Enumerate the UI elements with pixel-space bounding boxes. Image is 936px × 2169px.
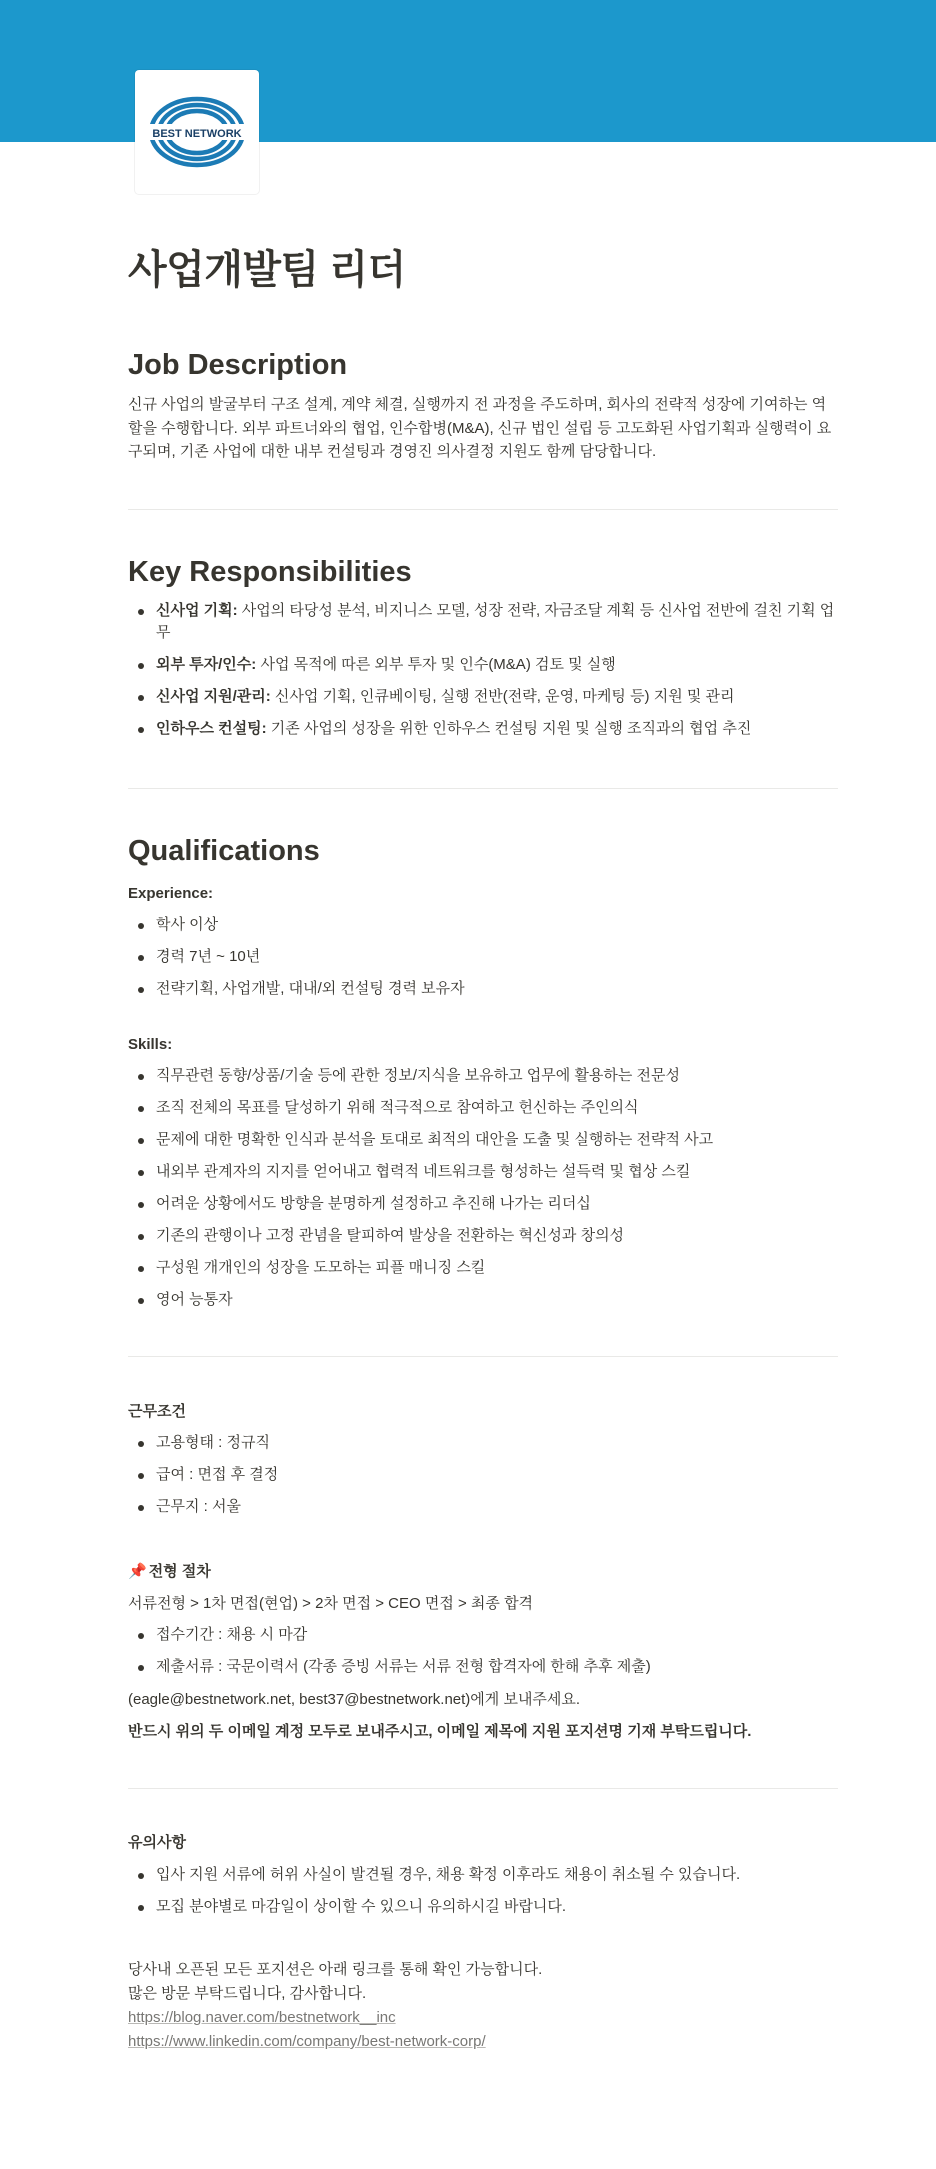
process-heading: 📌 전형 절차 (128, 1561, 211, 1583)
divider (128, 788, 838, 789)
pin-icon: 📌 (128, 1563, 147, 1580)
email-note: (eagle@bestnetwork.net, best37@bestnetwork.net)에게 보내주세요. (128, 1691, 581, 1708)
list-item: 근무지 : 서울 (128, 1496, 840, 1518)
job-description-body: 신규 사업의 발굴부터 구조 설계, 계약 체결, 실행까지 전 과정을 주도하며, 회사의 전략적 성장에 기여하는 역할을 수행합니다. 외부 파트너와의 협업, 인수합병(M&A), 신규 법인 설립 등 고도화된 사업기획과 실행력이 요구되며, 기존 사업에 대한 내부 컨설팅과 경영진 의사결정 지원도 함께 담당합니다. (128, 396, 832, 460)
list-item: 경력 7년 ~ 10년 (128, 946, 840, 968)
email-bold-note: 반드시 위의 두 이메일 계정 모두로 보내주시고, 이메일 제목에 지원 포지션명 기재 부탁드립니다. (128, 1723, 752, 1740)
conditions-heading: 근무조건 (128, 1403, 186, 1420)
job-description-heading: Job Description (128, 349, 348, 381)
list-item: 직무관련 동향/상품/기술 등에 관한 정보/지식을 보유하고 업무에 활용하는 전문성 (128, 1065, 840, 1087)
conditions-list (128, 1432, 840, 1528)
footer-line-2: 많은 방문 부탁드립니다, 감사합니다. (128, 1985, 367, 2002)
list-item: 모집 분야별로 마감일이 상이할 수 있으니 유의하시길 바랍니다. (128, 1896, 840, 1918)
list-item: 전략기획, 사업개발, 대내/외 컨설팅 경력 보유자 (128, 978, 840, 1000)
naver-blog-link[interactable]: https://blog.naver.com/bestnetwork__inc (128, 2009, 396, 2026)
list-item: 조직 전체의 목표를 달성하기 위해 적극적으로 참여하고 헌신하는 주인의식 (128, 1097, 840, 1119)
notes-heading: 유의사항 (128, 1834, 186, 1851)
list-item: 신사업 지원/관리: 신사업 기획, 인큐베이팅, 실행 전반(전략, 운영, 마케팅 등) 지원 및 관리 (128, 686, 840, 708)
divider (128, 509, 838, 510)
divider (128, 1788, 838, 1789)
skills-label: Skills: (128, 1036, 173, 1053)
list-item: 신사업 기획: 사업의 타당성 분석, 비지니스 모델, 성장 전략, 자금조달 계획 등 신사업 전반에 걸친 기획 업무 (128, 600, 840, 644)
list-item: 구성원 개개인의 성장을 도모하는 피플 매니징 스킬 (128, 1257, 840, 1279)
logo-text: BEST NETWORK (152, 128, 242, 140)
skills-list (128, 1065, 840, 1321)
key-responsibilities-heading: Key Responsibilities (128, 556, 412, 588)
qualifications-heading: Qualifications (128, 835, 320, 867)
list-item: 내외부 관계자의 지지를 얻어내고 협력적 네트워크를 형성하는 설득력 및 협상 스킬 (128, 1161, 840, 1183)
list-item: 어려운 상황에서도 방향을 분명하게 설정하고 추진해 나가는 리더십 (128, 1193, 840, 1215)
list-item: 제출서류 : 국문이력서 (각종 증빙 서류는 서류 전형 합격자에 한해 추후 제출) (128, 1656, 840, 1678)
list-item: 문제에 대한 명확한 인식과 분석을 토대로 최적의 대안을 도출 및 실행하는 전략적 사고 (128, 1129, 840, 1151)
page-logo (135, 70, 259, 194)
page-title: 사업개발팀 리더 (128, 248, 406, 292)
list-item: 기존의 관행이나 고정 관념을 탈피하여 발상을 전환하는 혁신성과 창의성 (128, 1225, 840, 1247)
list-item: 인하우스 컨설팅: 기존 사업의 성장을 위한 인하우스 컨설팅 지원 및 실행 조직과의 협업 추진 (128, 718, 840, 740)
footer-line-1: 당사내 오픈된 모든 포지션은 아래 링크를 통해 확인 가능합니다. (128, 1961, 543, 1978)
divider (128, 1356, 838, 1357)
experience-list (128, 914, 840, 1010)
list-item: 급여 : 면접 후 결정 (128, 1464, 840, 1486)
responsibilities-list (128, 600, 840, 750)
list-item: 접수기간 : 채용 시 마감 (128, 1624, 840, 1646)
list-item: 영어 능통자 (128, 1289, 840, 1311)
best-network-logo-icon (135, 70, 259, 194)
experience-label: Experience: (128, 885, 214, 902)
list-item: 고용형태 : 정규직 (128, 1432, 840, 1454)
list-item: 학사 이상 (128, 914, 840, 936)
linkedin-link[interactable]: https://www.linkedin.com/company/best-network-corp/ (128, 2033, 486, 2050)
list-item: 외부 투자/인수: 사업 목적에 따른 외부 투자 및 인수(M&A) 검토 및 실행 (128, 654, 840, 676)
process-list (128, 1624, 840, 1688)
process-steps: 서류전형 > 1차 면접(현업) > 2차 면접 > CEO 면접 > 최종 합격 (128, 1595, 534, 1612)
list-item: 입사 지원 서류에 허위 사실이 발견될 경우, 채용 확정 이후라도 채용이 취소될 수 있습니다. (128, 1864, 840, 1886)
notes-list (128, 1864, 840, 1928)
